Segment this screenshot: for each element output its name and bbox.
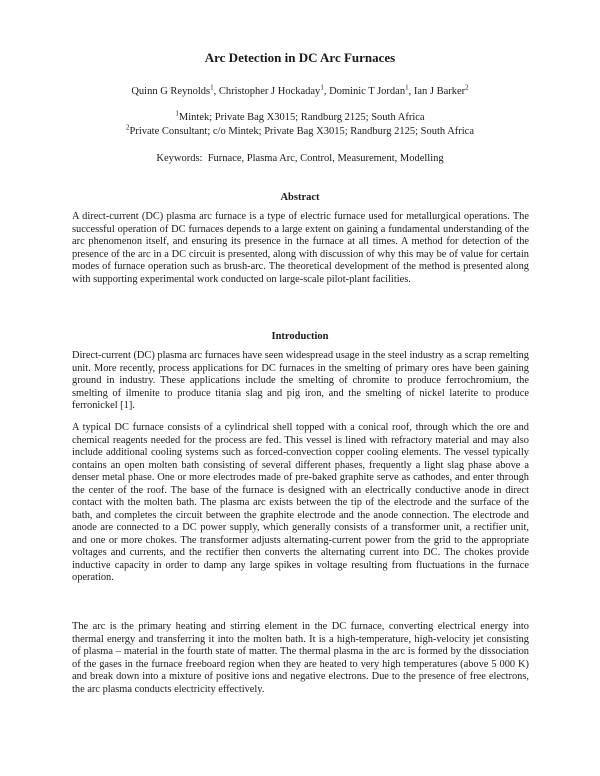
affiliation-1 (0, 111, 600, 125)
author-affiliation-mark: 1 (405, 83, 409, 92)
affiliation-2 (0, 125, 600, 139)
affiliation-text: Private Consultant; c/o Mintek; Private Bag X3015; Randburg 2125; South Africa (129, 126, 475, 137)
introduction-paragraph: A typical DC furnace consists of a cylindrical shell topped with a conical roof, through which the ore and chemical reagents needed for the process are fed. This vessel is lined with refractory material and may also include additional cooling systems such as forced-convection copper cooling elements. The vessel typically contains an open molten bath consisting of several different phases, frequently a light slag phase above a denser metal phase. One or more electrodes made of pre-baked graphite serve as cathodes, and enter through the center of the roof. The base of the furnace is designed with an electrically conductive anode in direct contact with the molten bath. The plasma arc exists between the tip of the electrode and the surface of the bath, and completes the circuit between the graphite electrode and the anode connection. The electrode and anode are connected to a DC power supply, which generally consists of a transformer unit, a rectifier unit, and one or more chokes. The transformer adjusts alternating-current power from the grid to the appropriate voltages and currents, and the rectifier then converts the alternating current into DC. The chokes provide inductive capacity in order to damp any large spikes in voltage resulting from fluctuations in the furnace operation. (72, 422, 529, 583)
introduction-heading: Introduction (271, 331, 329, 342)
introduction-paragraph: Direct-current (DC) plasma arc furnaces have seen widespread usage in the steel industry as a scrap remelting unit. More recently, process applications for DC furnaces in the smelting of primary ores have been gaining ground in industry. These applications include the smelting of chromite to produce ferrochromium, the smelting of ilmenite to produce titania slag and pig iron, and the smelting of nickel laterite to produce ferronickel [1]. (72, 350, 530, 411)
author-name: Quinn G Reynolds (131, 86, 211, 97)
keywords-line (0, 152, 600, 166)
keywords-label: Keywords: (156, 153, 203, 164)
author-affiliation-mark: 1 (320, 83, 324, 92)
introduction-paragraph: The arc is the primary heating and stirring element in the DC furnace, converting electrical energy into thermal energy and transferring it into the molten bath. It is a high-temperature, high-velocity jet consisting of plasma – material in the fourth state of matter. The thermal plasma in the arc is formed by the dissociation of the gases in the furnace freeboard region when they are heated to very high temperatures (above 5 000 K) and break down into a mixture of positive ions and negative electrons. Due to the presence of free electrons, the arc plasma conducts electricity effectively. (72, 621, 529, 695)
author-list: Quinn G Reynolds$^1$, Christopher J Hockaday$^1$, Dominic T Jordan$^1$, Ian J Barker$^2$ (131, 83, 469, 97)
keywords-list: Furnace, Plasma Arc, Control, Measurement, Modelling (207, 153, 444, 164)
paper-title: Arc Detection in DC Arc Furnaces (204, 50, 396, 65)
author-name: Christopher J Hockaday (218, 86, 321, 97)
author-affiliation-mark: 2 (465, 83, 469, 92)
affiliation-text: Mintek; Private Bag X3015; Randburg 2125; South Africa (178, 112, 425, 123)
author-name: Ian J Barker (413, 86, 466, 97)
abstract-text: A direct-current (DC) plasma arc furnace is a type of electric furnace used for metallurgical operations. The successful operation of DC furnaces depends to a large extent on gaining a fundamental understanding of the arc phenomenon itself, and ensuring its presence in the furnace at all times. A method for detection of the presence of the arc in a DC circuit is presented, along with discussion of why this may be of value for certain modes of furnace operation such as brush-arc. The theoretical development of the method is presented along with supporting experimental work conducted on large-scale pilot-plant facilities. (72, 211, 529, 285)
affiliation-mark: 2 (125, 123, 130, 132)
affiliation-mark: 1 (175, 109, 179, 118)
author-affiliation-mark: 1 (210, 83, 214, 92)
abstract-heading: Abstract (280, 192, 320, 203)
author-name: Dominic T Jordan (329, 86, 406, 97)
